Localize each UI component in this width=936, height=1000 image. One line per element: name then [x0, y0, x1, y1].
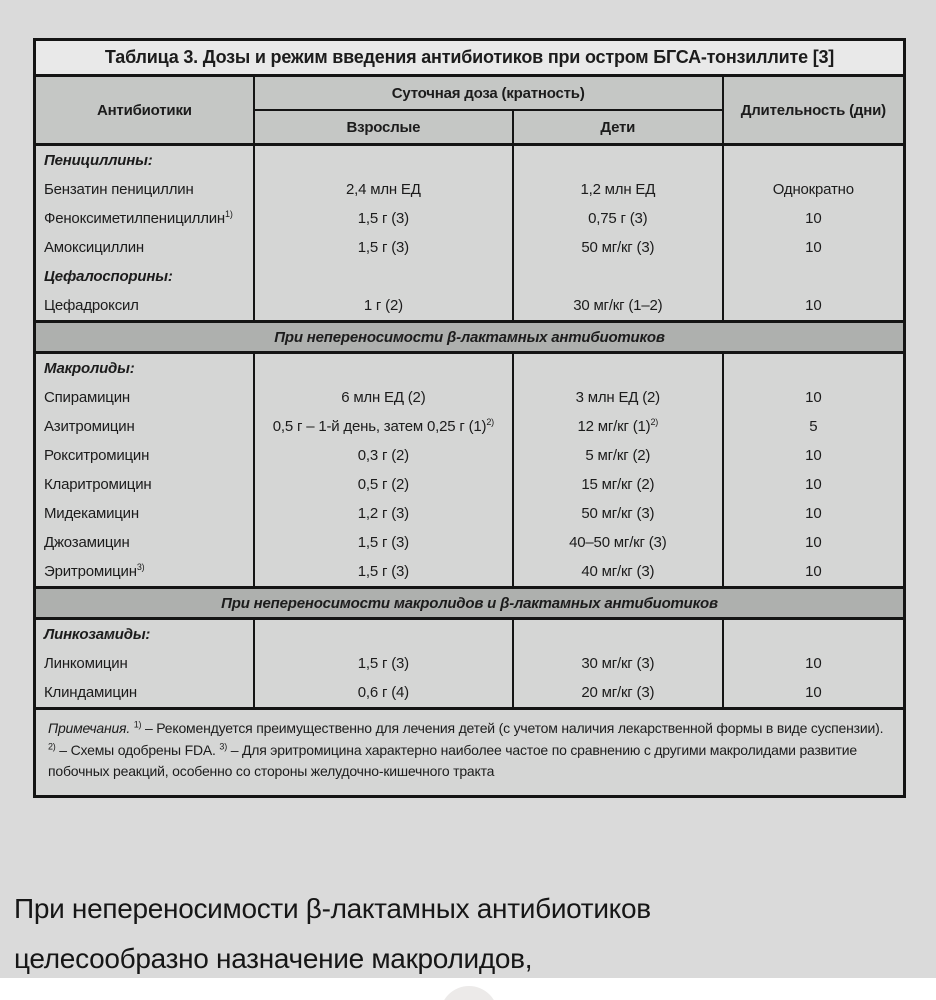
col-header-daily-dose: Суточная доза (кратность) — [254, 76, 723, 111]
child-dose: 50 мг/кг (3) — [513, 499, 723, 528]
child-dose — [513, 619, 723, 650]
antibiotic-name: Линкомицин — [35, 649, 254, 678]
antibiotic-name: Цефалоспорины: — [35, 262, 254, 291]
notes-text: Примечания. $^{1)}$ – Рекомендуется преимущественно для лечения детей (с учетом наличия лекарственной формы в виде суспензии). $^{2)}$ – Схемы одобрены FDA. $^{3)}$ – Для эритромицина характерно наиболее частое по сравнению с другими макролидами развитие побочных реакций, особенно со стороны желудочно-кишечного тракта — [35, 709, 905, 797]
table-title-row — [35, 40, 905, 76]
table-row — [35, 204, 905, 233]
child-dose: 30 мг/кг (1–2) — [513, 291, 723, 322]
child-dose: 3 млн ЕД (2) — [513, 383, 723, 412]
col-header-duration: Длительность (дни) — [723, 76, 905, 145]
section-band-label: При непереносимости макролидов и β-лактамных антибиотиков — [35, 588, 905, 619]
antibiotic-name: Феноксиметилпенициллин$^{1)}$ — [35, 204, 254, 233]
duration-days: 10 — [723, 441, 905, 470]
duration-days: 10 — [723, 470, 905, 499]
table-row — [35, 441, 905, 470]
table-row — [35, 412, 905, 441]
duration-days — [723, 353, 905, 384]
adult-dose: 2,4 млн ЕД — [254, 175, 513, 204]
table-row — [35, 470, 905, 499]
child-dose — [513, 353, 723, 384]
adult-dose — [254, 262, 513, 291]
table-row — [35, 291, 905, 322]
child-dose: 5 мг/кг (2) — [513, 441, 723, 470]
antibiotic-name: Линкозамиды: — [35, 619, 254, 650]
section-band-row — [35, 588, 905, 619]
antibiotic-name: Кларитромицин — [35, 470, 254, 499]
col-header-adults: Взрослые — [254, 110, 513, 145]
antibiotics-table-container — [33, 38, 906, 798]
table-row — [35, 528, 905, 557]
child-dose: 0,75 г (3) — [513, 204, 723, 233]
group-row — [35, 353, 905, 384]
duration-days: 10 — [723, 233, 905, 262]
child-dose: 12 мг/кг $(1)^{2)}$ — [513, 412, 723, 441]
antibiotic-name: Азитромицин — [35, 412, 254, 441]
col-header-children: Дети — [513, 110, 723, 145]
duration-days: 10 — [723, 499, 905, 528]
group-row — [35, 262, 905, 291]
adult-dose: 1,5 г (3) — [254, 204, 513, 233]
duration-days: Однократно — [723, 175, 905, 204]
child-dose: 1,2 млн ЕД — [513, 175, 723, 204]
table-title: Таблица 3. Дозы и режим введения антибиотиков при остром БГСА-тонзиллите [3] — [35, 40, 905, 76]
table-row — [35, 233, 905, 262]
child-dose: 50 мг/кг (3) — [513, 233, 723, 262]
duration-days: 10 — [723, 204, 905, 233]
adult-dose: 0,5 г – 1-й день, затем 0,25 г $(1)^{2)}$ — [254, 412, 513, 441]
article-text-line-2: целесообразно назначение макролидов, — [14, 943, 533, 974]
duration-days: 10 — [723, 291, 905, 322]
header-row-1 — [35, 76, 905, 111]
adult-dose: 1,5 г (3) — [254, 557, 513, 588]
antibiotic-name: Пенициллины: — [35, 145, 254, 176]
duration-days — [723, 262, 905, 291]
table-row — [35, 557, 905, 588]
group-row — [35, 145, 905, 176]
child-dose — [513, 145, 723, 176]
group-row — [35, 619, 905, 650]
antibiotic-name: Клиндамицин — [35, 678, 254, 709]
duration-days: 10 — [723, 557, 905, 588]
duration-days: 10 — [723, 528, 905, 557]
notes-row — [35, 709, 905, 797]
antibiotic-name: Рокситромицин — [35, 441, 254, 470]
adult-dose: 0,5 г (2) — [254, 470, 513, 499]
adult-dose: 1,5 г (3) — [254, 528, 513, 557]
antibiotic-name: Мидекамицин — [35, 499, 254, 528]
child-dose: 40 мг/кг (3) — [513, 557, 723, 588]
adult-dose: 1,2 г (3) — [254, 499, 513, 528]
article-text — [14, 884, 924, 984]
adult-dose: 6 млн ЕД (2) — [254, 383, 513, 412]
table-row — [35, 383, 905, 412]
duration-days: 10 — [723, 678, 905, 709]
table-row — [35, 649, 905, 678]
duration-days: 10 — [723, 383, 905, 412]
table-row — [35, 175, 905, 204]
article-text-line-1: При непереносимости β-лактамных антибиотиков — [14, 893, 651, 924]
adult-dose — [254, 619, 513, 650]
child-dose — [513, 262, 723, 291]
antibiotics-table — [33, 38, 906, 798]
adult-dose: 1,5 г (3) — [254, 233, 513, 262]
antibiotic-name: Джозамицин — [35, 528, 254, 557]
adult-dose — [254, 145, 513, 176]
duration-days: 5 — [723, 412, 905, 441]
section-band-row — [35, 322, 905, 353]
antibiotic-name: Цефадроксил — [35, 291, 254, 322]
adult-dose: 0,6 г (4) — [254, 678, 513, 709]
section-band-label: При непереносимости β-лактамных антибиотиков — [35, 322, 905, 353]
table-row — [35, 499, 905, 528]
adult-dose: 0,3 г (2) — [254, 441, 513, 470]
adult-dose: 1,5 г (3) — [254, 649, 513, 678]
adult-dose: 1 г (2) — [254, 291, 513, 322]
antibiotic-name: Амоксициллин — [35, 233, 254, 262]
child-dose: 20 мг/кг (3) — [513, 678, 723, 709]
child-dose: 15 мг/кг (2) — [513, 470, 723, 499]
col-header-antibiotics: Антибиотики — [35, 76, 254, 145]
child-dose: 30 мг/кг (3) — [513, 649, 723, 678]
duration-days: 10 — [723, 649, 905, 678]
duration-days — [723, 619, 905, 650]
table-row — [35, 678, 905, 709]
duration-days — [723, 145, 905, 176]
antibiotic-name: Эритромицин$^{3)}$ — [35, 557, 254, 588]
antibiotic-name: Спирамицин — [35, 383, 254, 412]
child-dose: 40–50 мг/кг (3) — [513, 528, 723, 557]
antibiotic-name: Бензатин пенициллин — [35, 175, 254, 204]
adult-dose — [254, 353, 513, 384]
antibiotic-name: Макролиды: — [35, 353, 254, 384]
